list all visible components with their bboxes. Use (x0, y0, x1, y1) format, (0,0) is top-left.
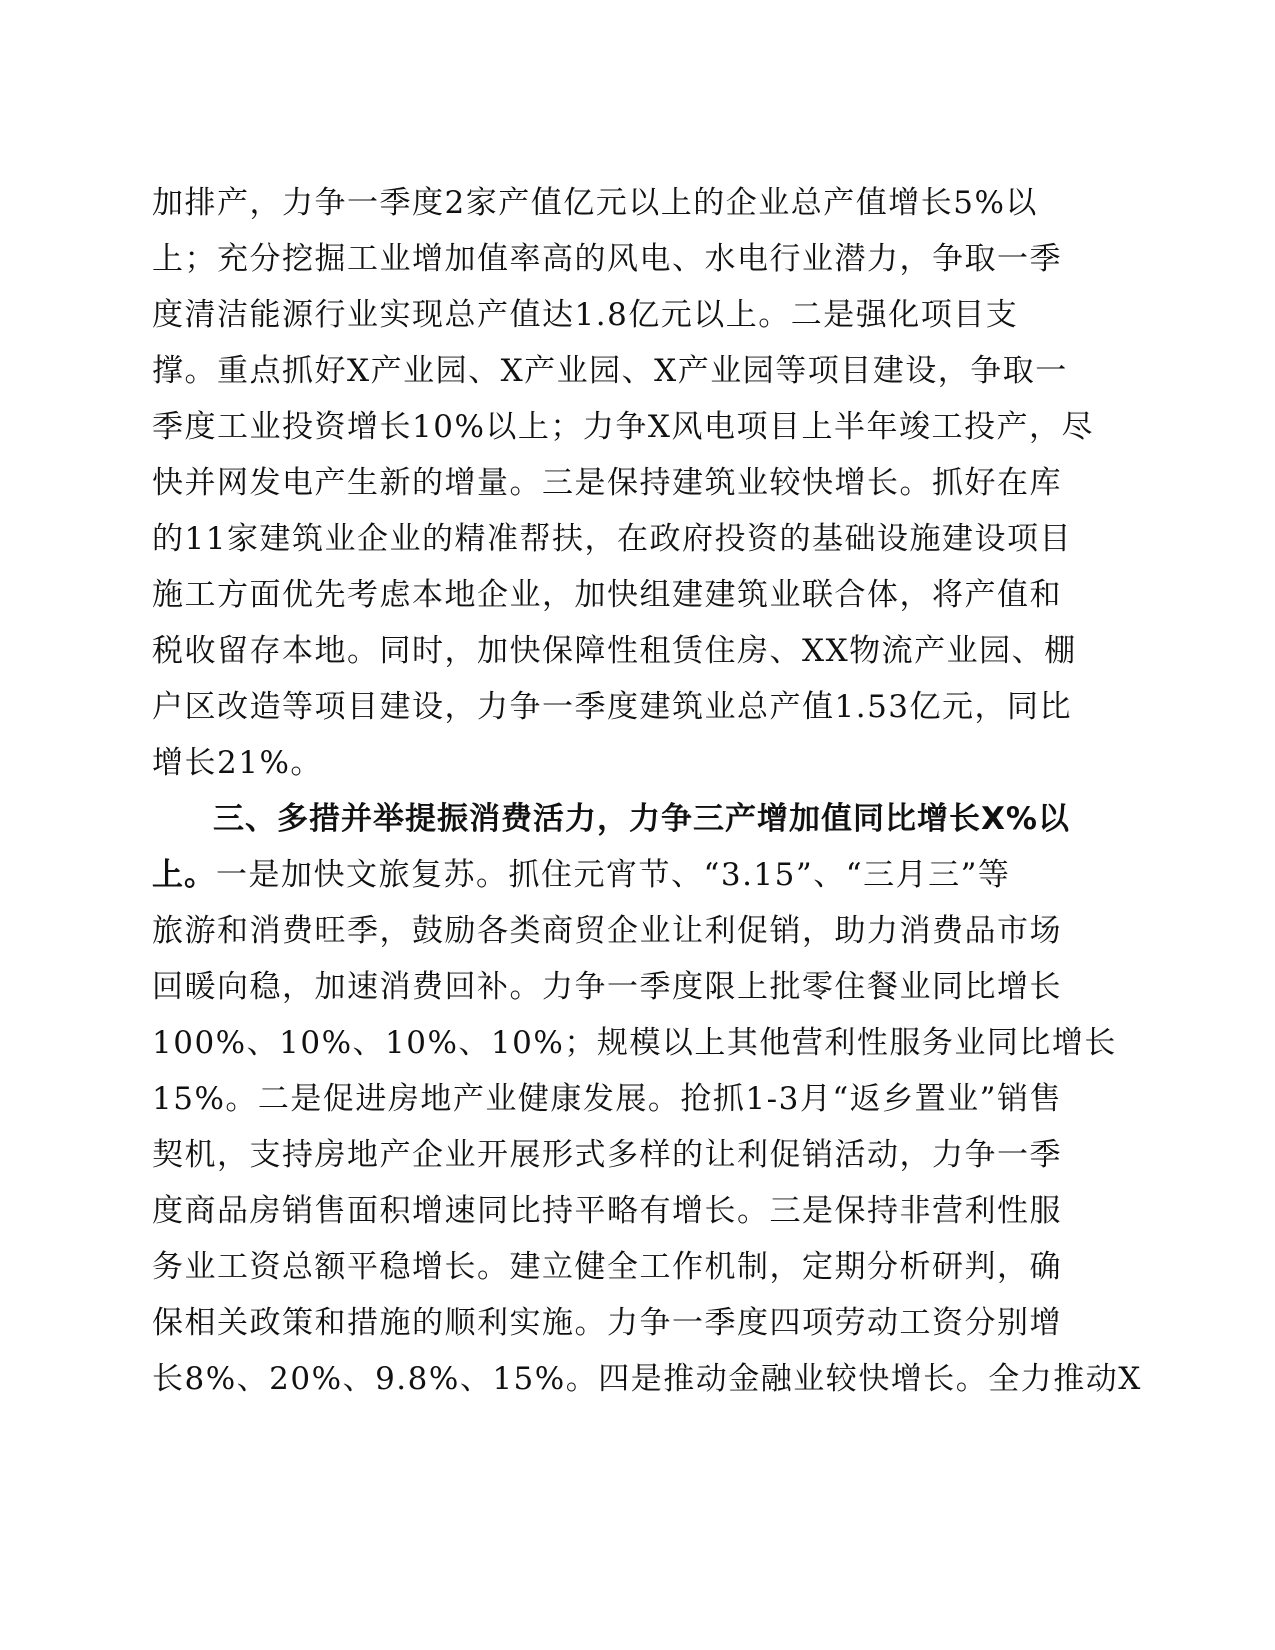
paragraph-line: 户区改造等项目建设，力争一季度建筑业总产值1.53亿元，同比 (152, 689, 1073, 725)
paragraph-line: 快并网发电产生新的增量。三是保持建筑业较快增长。抓好在库 (152, 465, 1062, 501)
paragraph-line: 回暖向稳，加速消费回补。力争一季度限上批零住餐业同比增长 (152, 969, 1062, 1005)
paragraph-line: 务业工资总额平稳增长。建立健全工作机制，定期分析研判，确 (152, 1249, 1062, 1285)
paragraph-line: 税收留存本地。同时，加快保障性租赁住房、XX物流产业园、棚 (152, 633, 1077, 669)
paragraph-line: 度清洁能源行业实现总产值达1.8亿元以上。二是强化项目支 (152, 297, 1019, 333)
paragraph-line: 施工方面优先考虑本地企业，加快组建建筑业联合体，将产值和 (152, 577, 1062, 613)
paragraph-line (152, 855, 1132, 895)
paragraph-line: 15%。二是促进房地产业健康发展。抢抓1-3月“返乡置业”销售 (152, 1081, 1063, 1117)
paragraph-line: 保相关政策和措施的顺利实施。力争一季度四项劳动工资分别增 (152, 1305, 1062, 1341)
paragraph-line: 加排产，力争一季度2家产值亿元以上的企业总产值增长5%以 (152, 185, 1038, 221)
paragraph-line: 长8%、20%、9.8%、15%。四是推动金融业较快增长。全力推动X (152, 1361, 1142, 1397)
paragraph-line: 旅游和消费旺季，鼓励各类商贸企业让利促销，助力消费品市场 (152, 913, 1062, 949)
section-heading: 三、多措并举提振消费活力，力争三产增加值同比增长X%以 (213, 801, 1070, 837)
paragraph-line: 季度工业投资增长10%以上；力争X风电项目上半年竣工投产，尽 (152, 409, 1094, 445)
paragraph-line: 的11家建筑业企业的精准帮扶，在政府投资的基础设施建设项目 (152, 521, 1072, 557)
paragraph-line: 增长21%。 (152, 745, 323, 781)
paragraph-line: 撑。重点抓好X产业园、X产业园、X产业园等项目建设，争取一 (152, 353, 1068, 389)
paragraph-line: 上；充分挖掘工业增加值率高的风电、水电行业潜力，争取一季 (152, 241, 1062, 277)
paragraph-line: 度商品房销售面积增速同比持平略有增长。三是保持非营利性服 (152, 1193, 1062, 1229)
section-heading-end: 上。 (152, 857, 216, 893)
paragraph-text: 一是加快文旅复苏。抓住元宵节、“3.15”、“三月三”等 (216, 857, 1011, 893)
paragraph-line: 100%、10%、10%、10%；规模以上其他营利性服务业同比增长 (152, 1025, 1117, 1061)
paragraph-line: 契机，支持房地产企业开展形式多样的让利促销活动，力争一季 (152, 1137, 1062, 1173)
